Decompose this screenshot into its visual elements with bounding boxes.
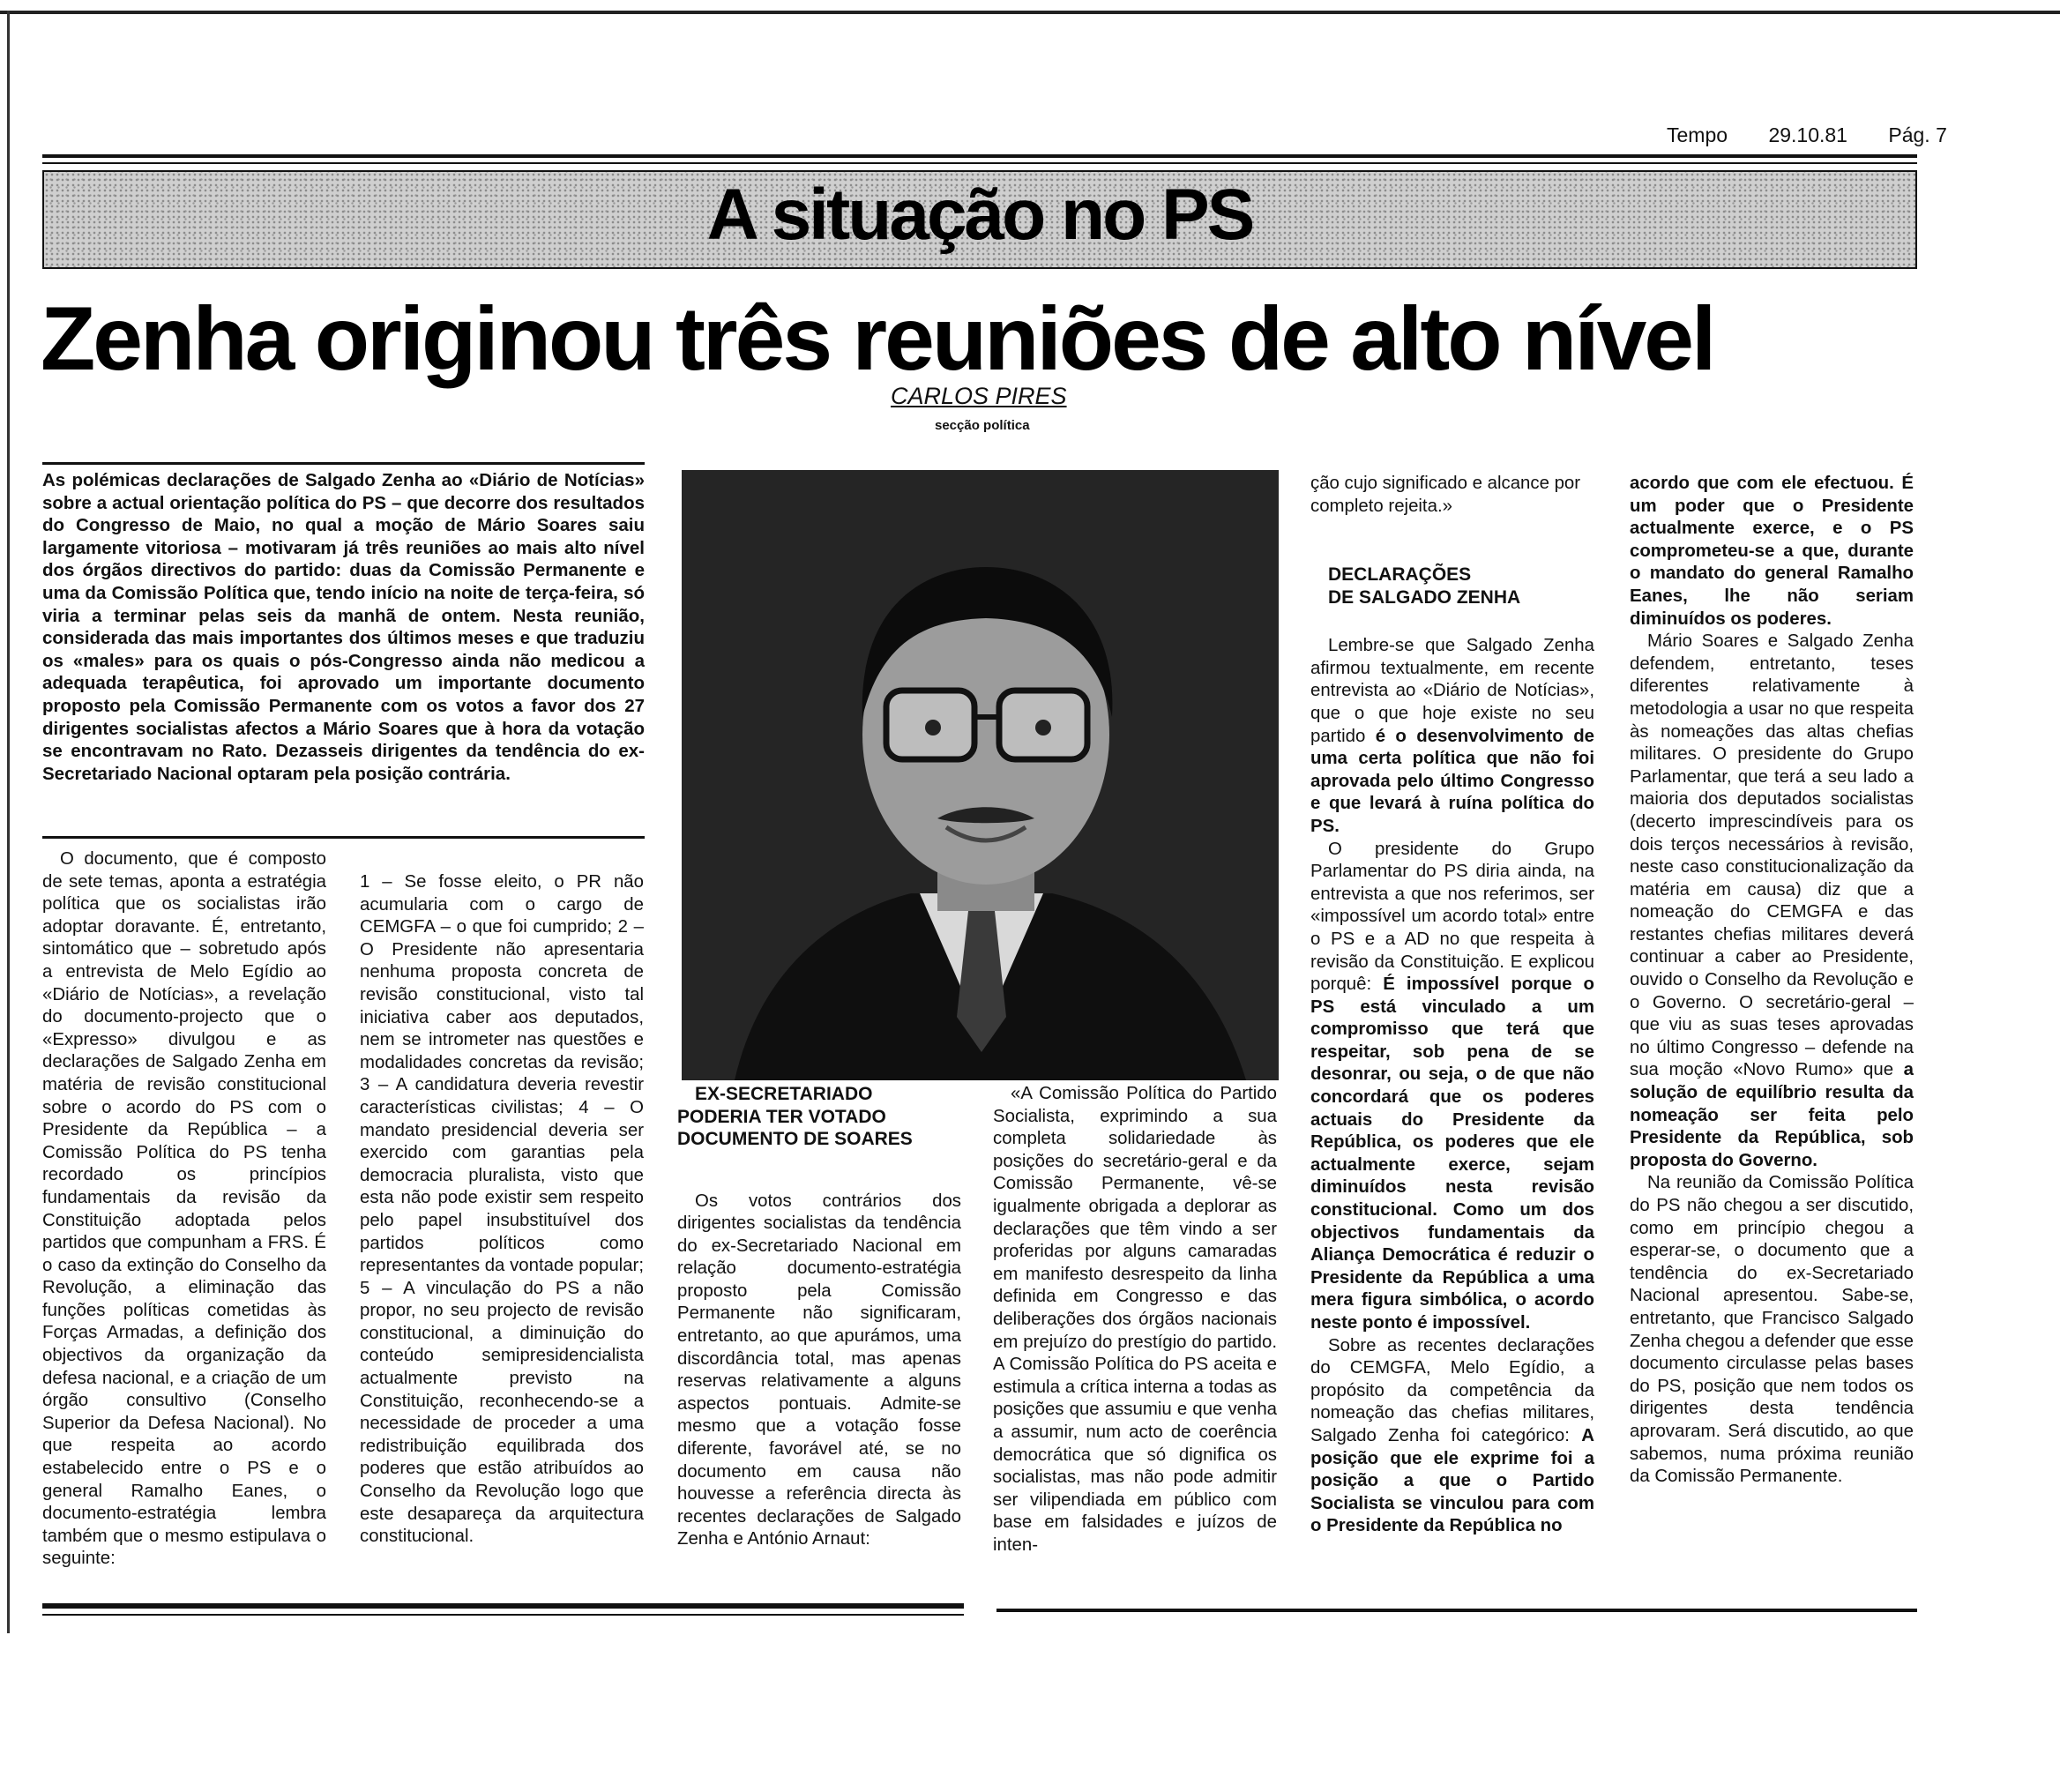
page-header <box>1667 123 1947 147</box>
banner-title: A situação no PS <box>706 175 1253 255</box>
article-headline: Zenha originou três reuniões de alto nível <box>41 288 1714 389</box>
article-column-1 <box>42 848 326 1571</box>
column-5-p3-text: Sobre as recentes declarações do CEMGFA, Melo Egídio, a propósito da competência da nomeação das chefias militares, Salgado Zenha foi categórico: <box>1310 1335 1594 1445</box>
subheading-ex-secretariado: EX-SECRETARIADO PODERIA TER VOTADO DOCUMENTO DE SOARES <box>677 1084 913 1149</box>
column-5-top-text: ção cujo significado e alcance por completo rejeita.» <box>1310 474 1581 516</box>
lead-bottom-rule <box>42 836 645 839</box>
column-6-p2-bold: a solução de equilíbrio resulta da nomeação ser feita pelo Presidente da República, sob proposta do Governo. <box>1630 1060 1914 1170</box>
lead-top-rule <box>42 462 645 465</box>
column-6-paragraph-2 <box>1630 631 1914 1172</box>
article-column-5 <box>1310 473 1594 1538</box>
column-5-p1-text: Lembre-se que Salgado Zenha afirmou textualmente, em recente entrevista ao «Diário de Notícias», que o que hoje existe no seu partido <box>1310 636 1594 746</box>
column-6-paragraph-3: Na reunião da Comissão Política do PS não chegou a ser discutido, como em princípio chegou a esperar-se, o documento que a tendência do ex-Secretariado Nacional apresentou. Sabe-se, entretanto, que Francisco Salgado Zenha chegou a defender que esse documento circulasse pelas bases do PS, posição que nem todos os dirigentes desta tendência aprovaram. Será discutido, ao que sabemos, numa próxima reunião da Comissão Permanente. <box>1630 1173 1914 1487</box>
column-5-p1-bold: é o desenvolvimento de uma certa política que não foi aprovada pelo último Congresso e que levará à ruína política do PS. <box>1310 726 1594 836</box>
article-column-3 <box>677 1083 961 1551</box>
column-4-text: «A Comissão Política do Partido Socialista, exprimindo a sua completa solidariedade às posições do secretário-geral e da Comissão Permanente, vê-se igualmente obrigada a deplorar as declarações que têm vindo a ser proferidas por alguns camaradas em manifesto desrespeito da linha definida em Congresso e das deliberações dos órgãos nacionais em prejuízo do prestígio do partido. A Comissão Política do PS aceita e estimula a crítica interna a todas as posições que assumiu e que venha a assumir, num acto de coerência democrática que só dignifica os socialistas, mas não pode admitir ser vilipendiada em público com base em falsidades e juízos de inten- <box>993 1084 1277 1555</box>
page-left-border <box>7 11 10 1633</box>
section-label: secção política <box>935 418 1030 433</box>
column-5-paragraph-1 <box>1310 635 1594 838</box>
subheading-declaracoes: DECLARAÇÕES <box>1328 564 1472 586</box>
bottom-rule-left-thick <box>42 1603 964 1609</box>
article-column-6 <box>1630 473 1914 1489</box>
header-rule-thick <box>42 154 1917 158</box>
publication-date: 29.10.81 <box>1768 123 1847 146</box>
column-5-paragraph-3 <box>1310 1335 1594 1538</box>
author-byline: CARLOS PIRES <box>891 383 1067 409</box>
header-rule-thin <box>42 162 1917 164</box>
section-banner <box>42 170 1917 269</box>
publication-name: Tempo <box>1667 123 1728 146</box>
column-6-p1-bold: acordo que com ele efectuou. É um poder que o Presidente actualmente exerce, e o PS comprometeu-se a que, durante o mandato do general Ramalho Eanes, lhe não seriam diminuídos os poderes. <box>1630 474 1914 629</box>
article-column-2 <box>360 871 644 1549</box>
bottom-rule-right-thick <box>996 1609 1917 1612</box>
column-5-p2-bold: É impossível porque o PS está vinculado a um compromisso que terá que respeitar, sob pena de se desonrar, ou seja, o de que não concordará que os poderes actuais do Presidente da República, os poderes que ele actualmente exerce, sejam diminuídos nesta revisão constitucional. Como um dos objectivos fundamentais da Aliança Democrática é reduzir o Presidente da República a uma mera figura simbólica, o acordo neste ponto é impossível. <box>1310 974 1594 1333</box>
portrait-illustration <box>682 470 1279 1080</box>
column-5-paragraph-2 <box>1310 839 1594 1335</box>
bottom-rule-left-thin <box>42 1614 964 1616</box>
subheading-salgado-zenha: DE SALGADO ZENHA <box>1328 586 1521 608</box>
article-lead: As polémicas declarações de Salgado Zenha ao «Diário de Notícias» sobre a actual orientação política do PS – que decorre dos resultados do Congresso de Maio, no qual a moção de Mário Soares saiu largamente vitoriosa – motivaram já três reuniões ao mais alto nível dos órgãos directivos do partido: duas da Comissão Permanente e uma da Comissão Política que, tendo início na noite de terça-feira, só viria a terminar pelas seis da manhã de ontem. Nesta reunião, considerada das mais importantes dos últimos meses e que traduziu os «males» para os quais o pós-Congresso ainda não medicou a adequada terapêutica, foi aprovado um importante documento proposto pela Comissão Permanente com os votos a favor dos 27 dirigentes socialistas afectos a Mário Soares que à hora da votação se encontravam no Rato. Dezasseis dirigentes da tendência do ex-Secretariado Nacional optaram pela posição contrária. <box>42 470 645 784</box>
column-6-p2-text: Mário Soares e Salgado Zenha defendem, entretanto, teses diferentes relativamente à metodologia a usar no que respeita às nomeações das altas chefias militares. O presidente do Grupo Parlamentar, que terá a seu lado a maioria dos deputados socialistas (decerto imprescindíveis para os dois terços necessários à revisão, neste caso constitucionalização da matéria em causa) diz que a nomeação do CEMGFA e das restantes chefias militares deverá continuar a caber ao Presidente, ouvido o Conselho da Revolução e o Governo. O secretário-geral – que viu as suas teses aprovadas no último Congresso – defende na sua moção «Novo Rumo» que <box>1630 631 1914 1080</box>
column-5-p3-bold: A posição que ele exprime foi a posição a que o Partido Socialista se vinculou para com o Presidente da República no <box>1310 1425 1594 1536</box>
portrait-photo <box>682 470 1279 1080</box>
column-6-paragraph-1 <box>1630 473 1914 631</box>
column-3-text: Os votos contrários dos dirigentes socialistas da tendência do ex-Secretariado Nacional em relação documento-estratégia proposto pela Comissão Permanente não significaram, entretanto, ao que apurámos, uma discordância total, mas apenas reservas relativamente a alguns aspectos pontuais. Admite-se mesmo que a votação fosse diferente, favorável até, se no documento em causa não houvesse a referência directa às recentes declarações de Salgado Zenha e António Arnaut: <box>677 1191 961 1549</box>
page-number: Pág. 7 <box>1888 123 1947 146</box>
page-top-border <box>0 11 2060 14</box>
article-column-4 <box>993 1083 1277 1557</box>
column-1-text: O documento, que é composto de sete temas, aponta a estratégia política que os socialistas irão adoptar doravante. É, entretanto, sintomático que – sobretudo após a entrevista de Melo Egídio ao «Diário de Notícias», a revelação do documento-projecto que o «Expresso» divulgou e as declarações de Salgado Zenha em matéria de revisão constitucional sobre o acordo do PS com o Presidente da República – a Comissão Política do PS tenha recordado os princípios fundamentais da revisão da Constituição adoptada pelos partidos que compunham a FRS. É o caso da extinção do Conselho da Revolução, a eliminação das funções políticas cometidas às Forças Armadas, a definição dos objectivos da organização da defesa nacional, e a criação de um órgão consultivo (Conselho Superior da Defesa Nacional). No que respeita ao acordo estabelecido entre o PS e o general Ramalho Eanes, o documento-estratégia lembra também que o mesmo estipulava o seguinte: <box>42 849 326 1569</box>
column-5-p2-text: O presidente do Grupo Parlamentar do PS diria ainda, na entrevista a que nos referimos, ser «impossível um acordo total» entre o PS e a AD no que respeita à revisão da Constituição. E explicou porquê: <box>1310 839 1594 995</box>
column-2-text: 1 – Se fosse eleito, o PR não acumularia com o cargo de CEMGFA – o que foi cumprido; 2 – O Presidente não apresentaria nenhuma proposta concreta de revisão constitucional, visto tal iniciativa caber aos deputados, nem se intrometer nas questões e modalidades concretas da revisão; 3 – A candidatura deveria revestir características civilistas; 4 – O mandato presidencial deveria ser exercido com garantias pela democracia pluralista, visto que esta não pode existir sem respeito pelo papel insubstituível dos partidos políticos como representantes da vontade popular; 5 – A vinculação do PS a não propor, no seu projecto de revisão constitucional, a diminuição do conteúdo semipresidencialista actualmente previsto na Constituição, reconhecendo-se a necessidade de proceder a uma redistribuição equilibrada dos poderes que estão atribuídos ao Conselho da Revolução logo que este desapareça da arquitectura constitucional. <box>360 872 644 1547</box>
